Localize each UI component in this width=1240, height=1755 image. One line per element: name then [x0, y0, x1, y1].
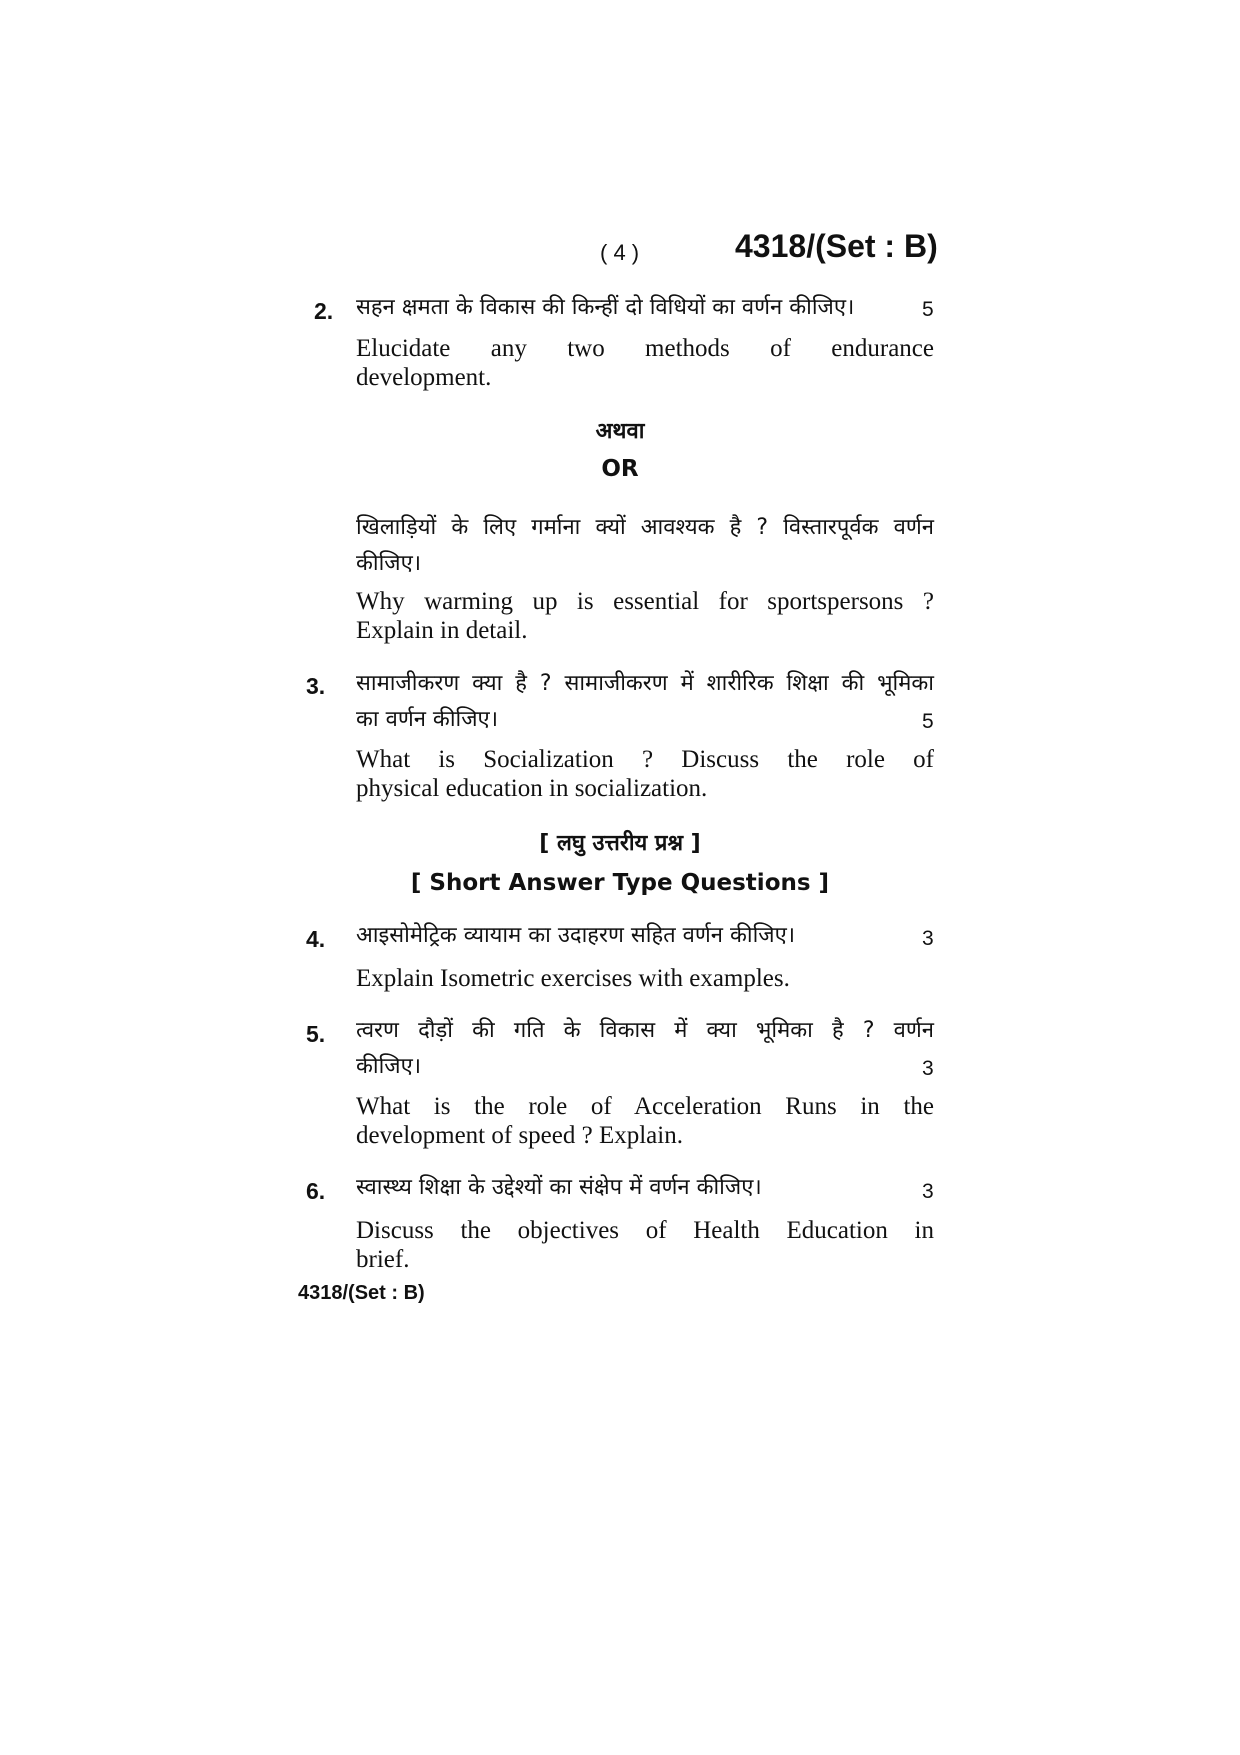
- question-english-line: development of speed ? Explain.: [356, 1122, 683, 1149]
- question-hindi-text: त्वरण दौड़ों की गति के विकास में क्या भूमिका है ? वर्णन: [356, 1018, 934, 1043]
- question-marks: 5: [922, 298, 934, 321]
- question-number: 3.: [306, 673, 326, 699]
- question-number: 4.: [306, 926, 326, 952]
- question-english-line: physical education in socialization.: [356, 775, 708, 802]
- question-marks: 3: [922, 1057, 934, 1080]
- question-number: 5.: [306, 1021, 326, 1047]
- question-number: 2.: [314, 298, 334, 324]
- paper-code-header: 4318/(Set : B): [735, 228, 938, 264]
- question-number: 6.: [306, 1178, 326, 1204]
- or-english: OR: [601, 456, 639, 482]
- question-hindi-text: खिलाड़ियों के लिए गर्माना क्यों आवश्यक है ? विस्तारपूर्वक वर्णन: [356, 515, 934, 540]
- question-english-line: What is the role of Acceleration Runs in the: [356, 1093, 934, 1120]
- question-hindi-text: कीजिए।: [356, 1054, 422, 1079]
- question-hindi-text: सहन क्षमता के विकास की किन्हीं दो विधियों का वर्णन कीजिए।: [356, 295, 855, 320]
- question-english-line: What is Socialization ? Discuss the role of: [356, 746, 934, 773]
- question-english-line: brief.: [356, 1246, 410, 1273]
- question-hindi-text: का वर्णन कीजिए।: [356, 707, 499, 732]
- question-hindi-text: कीजिए।: [356, 551, 422, 576]
- page-number: ( 4 ): [600, 240, 640, 265]
- question-english-line: Explain Isometric exercises with examples.: [356, 965, 790, 992]
- question-marks: 5: [922, 710, 934, 733]
- question-english-line: development.: [356, 364, 492, 391]
- question-hindi-text: स्वास्थ्य शिक्षा के उद्देश्यों का संक्षेप में वर्णन कीजिए।: [356, 1175, 762, 1200]
- paper-code-footer: 4318/(Set : B): [298, 1282, 425, 1304]
- question-hindi-text: सामाजीकरण क्या है ? सामाजीकरण में शारीरिक शिक्षा की भूमिका: [356, 671, 934, 696]
- section-title-hindi: [ लघु उत्तरीय प्रश्न ]: [539, 831, 701, 856]
- question-english-line: Why warming up is essential for sportspersons ?: [356, 588, 934, 615]
- or-hindi: अथवा: [595, 419, 645, 444]
- question-english-line: Discuss the objectives of Health Education in: [356, 1217, 934, 1244]
- section-title-english: [ Short Answer Type Questions ]: [410, 870, 830, 896]
- question-english-line: Explain in detail.: [356, 617, 528, 644]
- question-marks: 3: [922, 927, 934, 950]
- question-marks: 3: [922, 1180, 934, 1203]
- question-hindi-text: आइसोमेट्रिक व्यायाम का उदाहरण सहित वर्णन कीजिए।: [356, 923, 796, 948]
- question-english-line: Elucidate any two methods of endurance: [356, 335, 934, 362]
